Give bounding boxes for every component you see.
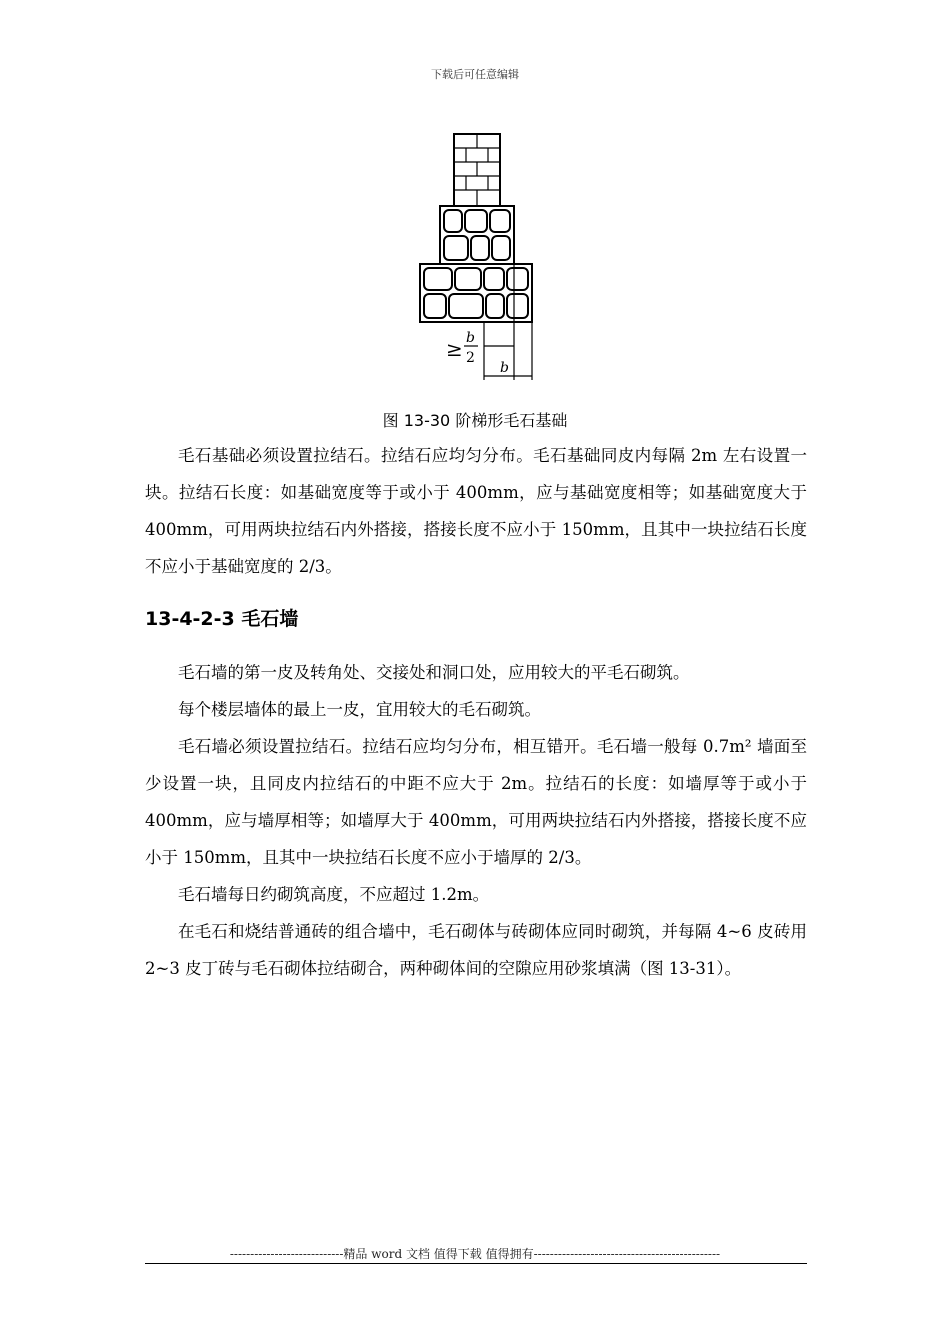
brick-wall [454,134,500,206]
two-label: 2 [466,350,475,366]
paragraph-group-wall [145,654,807,987]
paragraph-3: 毛石墙必须设置拉结石。拉结石应均匀分布，相互错开。毛石墙一般每 0.7m² 墙面至少设置一块，且同皮内拉结石的中距不应大于 2m。拉结石的长度：如墙厚等于或小于 400mm，应与墙厚相等；如墙厚大于 400mm，可用两块拉结石内外搭接，搭接长度不应小于 150mm，且其中一块拉结石长度不应小于墙厚的 2/3。 [145,737,807,867]
b-label-bottom: b [500,360,509,376]
ge-symbol: ≥ [446,337,463,361]
paragraph-4: 毛石墙每日约砌筑高度，不应超过 1.2m。 [178,885,490,904]
page-header: 下载后可任意编辑 [431,68,519,81]
paragraph-1: 毛石墙的第一皮及转角处、交接处和洞口处，应用较大的平毛石砌筑。 [178,663,690,682]
paragraph-foundation-tie-stones: 毛石基础必须设置拉结石。拉结石应均匀分布。毛石基础同皮内每隔 2m 左右设置一块。拉结石长度：如基础宽度等于或小于 400mm，应与基础宽度相等；如基础宽度大于 400mm，可用两块拉结石内外搭接，搭接长度不应小于 150mm，且其中一块拉结石长度不应小于基础宽度的 2/3。 [145,446,807,576]
paragraph-group-top [145,437,807,585]
paragraph-2: 每个楼层墙体的最上一皮，宜用较大的毛石砌筑。 [178,700,541,719]
stepped-rubble-foundation-figure [410,128,550,388]
section-heading: 13-4-2-3 毛石墙 [145,608,299,630]
b-label-top: b [466,330,475,346]
upper-rubble-step [440,206,514,264]
footer-rule [145,1263,807,1264]
lower-rubble-step [420,264,532,322]
paragraph-5: 在毛石和烧结普通砖的组合墙中，毛石砌体与砖砌体应同时砌筑，并每隔 4~6 皮砖用 2~3 皮丁砖与毛石砌体拉结砌合，两种砌体间的空隙应用砂浆填满（图 13-31）。 [145,922,807,978]
page-footer: ----------------------------精品 word 文档 值得下载 值得拥有---------------------------------------------- [229,1247,721,1261]
figure-caption: 图 13-30 阶梯形毛石基础 [382,411,568,430]
